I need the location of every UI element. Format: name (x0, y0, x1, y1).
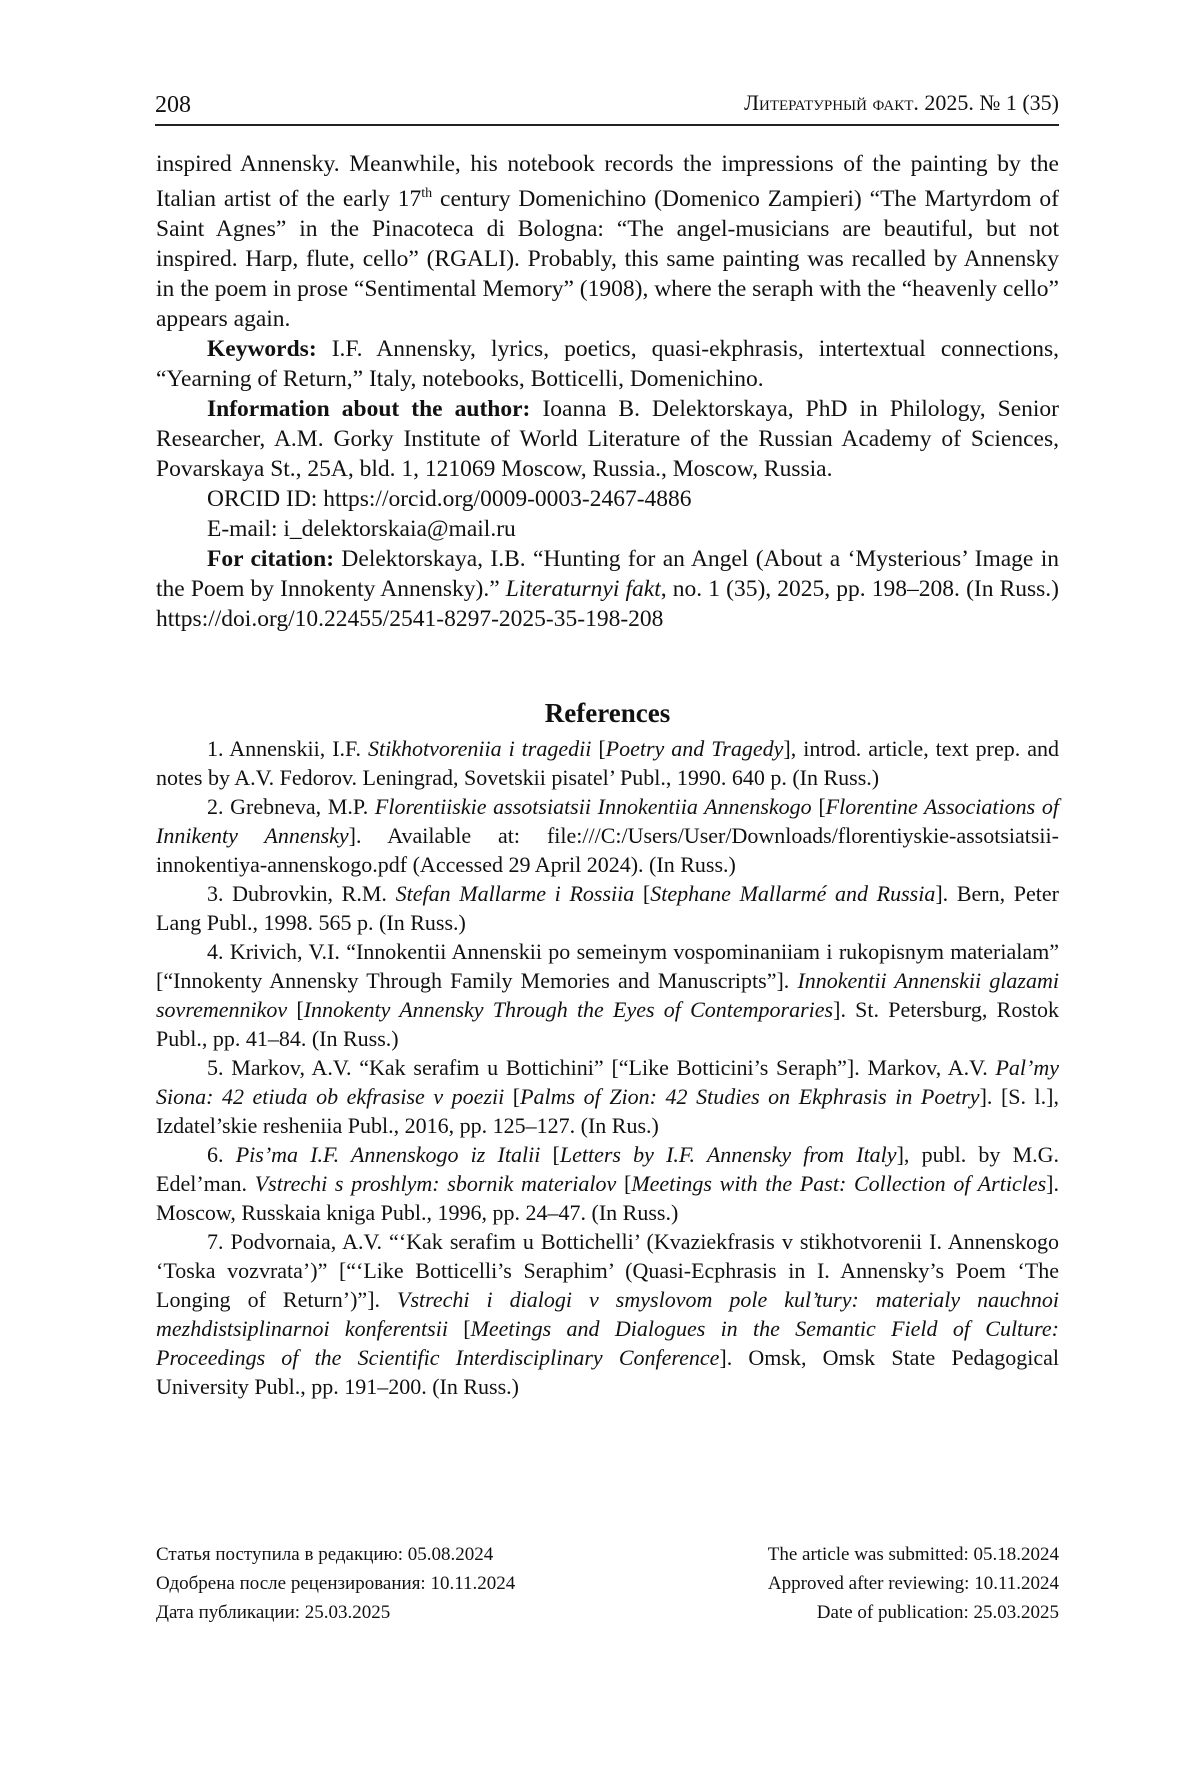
keywords-label: Keywords: (207, 335, 317, 362)
author-info-paragraph: Information about the author: Ioanna B. Delektorskaya, PhD in Philology, Senior Researcher, A.M. Gorky Institute of World Literature of the Russian Academy of Sciences, Povarskaya St., 25A, bld. 1, 121069 Moscow, Russia., Moscow, Russia. (156, 395, 1060, 482)
abstract-paragraph: inspired Annensky. Meanwhile, his notebook records the impressions of the painting by the Italian artist of the early 17th century Domenichino (Domenico Zampieri) “The Martyrdom of Saint Agnes” in the Pinacoteca di Bologna: “The angel-musicians are beautiful, but not inspired. Harp, flute, cello” (RGALI). Probably, this same painting was recalled by Annensky in the poem in prose “Sentimental Memory” (1908), where the seraph with the “heavenly cello” appears again. (156, 151, 1059, 332)
ru-submitted-date: Статья поступила в редакцию: 05.08.2024 (156, 1544, 494, 1565)
ru-approved-date: Одобрена после рецензирования: 10.11.2024 (156, 1573, 516, 1594)
published-row (156, 1598, 1059, 1627)
approved-row (156, 1569, 1059, 1598)
ru-published-date: Дата публикации: 25.03.2025 (156, 1602, 391, 1623)
page-number: 208 (155, 92, 191, 118)
reference-item: 4. Krivich, V.I. “Innokentii Annenskii po semeinym vospominaniiam i rukopisnym materialam” [“Innokenty Annensky Through Family Memories and Manuscripts”]. Innokentii Annenskii glazami sovremennikov [Innokenty Annensky Through the Eyes of Contemporaries]. St. Petersburg, Rostok Publ., pp. 41–84. (In Russ.) (156, 938, 1059, 1051)
reference-item: 7. Podvornaia, A.V. “‘Kak serafim u Bottichelli’ (Kvaziekfrasis v stikhotvorenii I. Annenskogo ‘Toska vozvrata’)” [“‘Like Botticelli’s Seraphim’ (Quasi-Ecphrasis in I. Annensky’s Poem ‘The Longing of Return’)”]. Vstrechi i dialogi v smyslovom pole kul’tury: materialy nauchnoi mezhdistsiplinarnoi konferentsii [Meetings and Dialogues in the Semantic Field of Culture: Proceedings of the Scientific Interdisciplinary Conference]. Omsk, Omsk State Pedagogical University Publ., pp. 191–200. (In Russ.) (156, 1228, 1060, 1399)
main-content (156, 149, 1059, 1401)
author-info-label: Information about the author: (207, 395, 531, 422)
orcid-line: ORCID ID: https://orcid.org/0009-0003-2467-4886 (207, 485, 692, 512)
keywords-paragraph: Keywords: I.F. Annensky, lyrics, poetics, quasi-ekphrasis, intertextual connections, “Yearning of Return,” Italy, notebooks, Botticelli, Domenichino. (156, 335, 1059, 392)
submitted-row (156, 1540, 1059, 1569)
publication-dates (156, 1540, 1059, 1627)
journal-running-title: Литературный факт. 2025. № 1 (35) (744, 90, 1059, 115)
en-published-date: Date of publication: 25.03.2025 (816, 1602, 1059, 1623)
reference-item: 1. Annenskii, I.F. Stikhotvoreniia i tragedii [Poetry and Tragedy], introd. article, text prep. and notes by A.V. Fedorov. Leningrad, Sovetskii pisatel’ Publ., 1990. 640 p. (In Russ.) (156, 735, 1059, 790)
email-line: E-mail: i_delektorskaia@mail.ru (207, 515, 516, 542)
references-heading: References (544, 697, 671, 728)
reference-item: 5. Markov, A.V. “Kak serafim u Bottichini” [“Like Botticini’s Seraph”]. Markov, A.V. Pal’my Siona: 42 etiuda ob ekfrasise v poezii [Palms of Zion: 42 Studies on Ekphrasis in Poetry]. [S. l.], Izdatel’skie resheniia Publ., 2016, pp. 125–127. (In Rus.) (156, 1054, 1059, 1138)
citation-label: For citation: (207, 545, 335, 572)
citation-paragraph: For citation: Delektorskaya, I.B. “Hunting for an Angel (About a ‘Mysterious’ Image in the Poem by Innokenty Annensky).” Literaturnyi fakt, no. 1 (35), 2025, pp. 198–208. (In Russ.) https://doi.org/10.22455/2541-8297-2025-35-198-208 (156, 545, 1060, 632)
reference-item: 2. Grebneva, M.P. Florentiiskie assotsiatsii Innokentiia Annenskogo [Florentine Associations of Innikenty Annensky]. Available at: file:///C:/Users/User/Downloads/florentiyskie-assotsiatsii-innokentiya-annenskogo.pdf (Accessed 29 April 2024). (In Russ.) (156, 793, 1059, 877)
en-approved-date: Approved after reviewing: 10.11.2024 (767, 1573, 1059, 1594)
en-submitted-date: The article was submitted: 05.18.2024 (767, 1544, 1059, 1565)
reference-item: 6. Pis’ma I.F. Annenskogo iz Italii [Letters by I.F. Annensky from Italy], publ. by M.G. Edel’man. Vstrechi s proshlym: sbornik materialov [Meetings with the Past: Collection of Articles]. Moscow, Russkaia kniga Publ., 1996, pp. 24–47. (In Russ.) (156, 1141, 1060, 1225)
page-header (155, 88, 1059, 126)
reference-item: 3. Dubrovkin, R.M. Stefan Mallarme i Rossiia [Stephane Mallarmé and Russia]. Bern, Peter Lang Publ., 1998. 565 p. (In Russ.) (156, 880, 1059, 935)
